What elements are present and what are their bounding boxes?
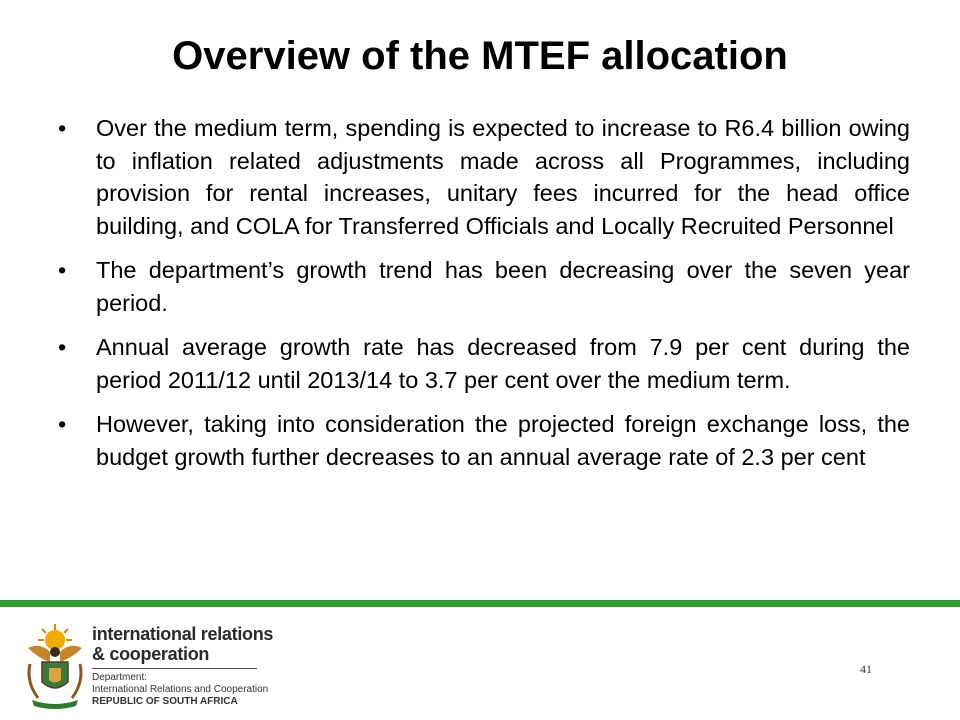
page-number: 41: [860, 662, 872, 676]
bullet-marker: •: [58, 334, 67, 360]
brand-text: [92, 624, 274, 708]
bullet-item: [58, 331, 910, 396]
department-name: International Relations and Cooperation: [92, 684, 269, 695]
bullet-text: However, taking into consideration the projected foreign exchange loss, the budget growth further decreases to an annual average rate of 2.3 per cent: [96, 411, 910, 470]
department-logo: [20, 622, 274, 710]
brand-line-1: international relations: [92, 624, 274, 644]
country-name: REPUBLIC OF SOUTH AFRICA: [92, 696, 238, 707]
department-label: Department:: [92, 672, 148, 683]
bullet-list: [58, 112, 910, 485]
brand-divider: [92, 668, 257, 669]
coat-of-arms-icon: [20, 622, 90, 710]
bullet-text: The department’s growth trend has been decreasing over the seven year period.: [96, 257, 910, 316]
bullet-marker: •: [58, 411, 67, 437]
bullet-marker: •: [58, 115, 67, 141]
bullet-text: Over the medium term, spending is expected to increase to R6.4 billion owing to inflation related adjustments made across all Programmes, including provision for rental increases, unitary fees incurred for the head office building, and COLA for Transferred Officials and Locally Recruited Personnel: [96, 115, 910, 239]
bullet-item: [58, 254, 910, 319]
footer-divider-bar: [0, 600, 960, 607]
bullet-item: [58, 112, 910, 242]
brand-line-2: & cooperation: [92, 644, 210, 664]
bullet-item: [58, 408, 910, 473]
bullet-text: Annual average growth rate has decreased from 7.9 per cent during the period 2011/12 until 2013/14 to 3.7 per cent over the medium term.: [96, 334, 910, 393]
bullet-marker: •: [58, 257, 67, 283]
slide-title: Overview of the MTEF allocation: [172, 34, 788, 78]
